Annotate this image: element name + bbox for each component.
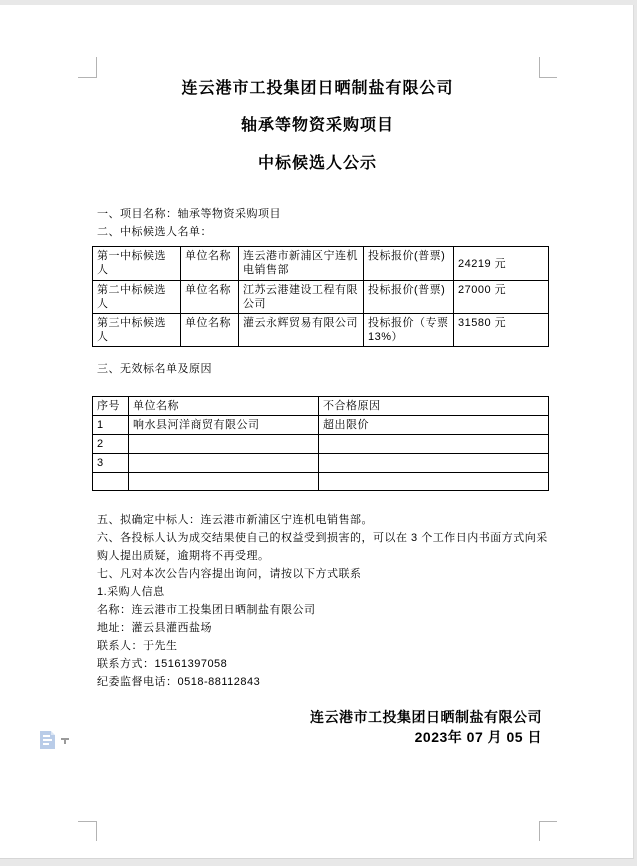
cursor-marker-icon xyxy=(61,738,69,744)
row-index: 1 xyxy=(93,416,129,435)
doc-title-announcement: 中标候选人公示 xyxy=(257,155,377,172)
purchaser-phone: 联系方式：15161397058 xyxy=(97,658,228,670)
unit-label: 单位名称 xyxy=(181,247,239,281)
invalid-bids-table xyxy=(92,396,549,491)
folded-corner-icon xyxy=(51,731,55,735)
section-6-objection: 六、各投标人认为成交结果使自己的权益受到损害的，可以在 3 个工作日内书面方式向采购人提出质疑，逾期将不再受理。 xyxy=(97,532,548,562)
table-row xyxy=(93,435,549,454)
unit-name: 连云港市新浦区宁连机电销售部 xyxy=(239,247,364,281)
col-header-reason: 不合格原因 xyxy=(319,397,549,416)
doc-icon-line xyxy=(43,735,50,737)
margin-mark-top-left-h xyxy=(78,77,97,78)
unit-label: 单位名称 xyxy=(181,314,239,347)
purchaser-info-heading: 1.采购人信息 xyxy=(97,586,165,598)
reason xyxy=(319,473,549,491)
margin-mark-bottom-right-h xyxy=(539,821,557,822)
table-row xyxy=(93,416,549,435)
price-label: 投标报价（专票13%） xyxy=(364,314,454,347)
unit-name xyxy=(129,473,319,491)
section-3-invalid-bids: 三、无效标名单及原因 xyxy=(97,363,212,375)
price-label: 投标报价(普票) xyxy=(364,281,454,314)
table-row xyxy=(93,314,549,347)
price-value: 27000 元 xyxy=(454,281,549,314)
reason xyxy=(319,435,549,454)
col-header-unit: 单位名称 xyxy=(129,397,319,416)
signature-block xyxy=(96,707,542,747)
candidate-rank: 第三中标候选人 xyxy=(93,314,181,347)
candidate-rank: 第二中标候选人 xyxy=(93,281,181,314)
unit-name xyxy=(129,435,319,454)
reason xyxy=(319,454,549,473)
signature-date: 2023年 07 月 05 日 xyxy=(414,729,542,745)
table-header-row xyxy=(93,397,549,416)
col-header-index: 序号 xyxy=(93,397,129,416)
reason: 超出限价 xyxy=(319,416,549,435)
purchaser-contact-person: 联系人：于先生 xyxy=(97,640,178,652)
marker-stem xyxy=(64,740,66,744)
table-row xyxy=(93,473,549,491)
body-text-block xyxy=(97,511,549,691)
table-row xyxy=(93,281,549,314)
document-page[interactable] xyxy=(0,5,634,859)
price-value: 31580 元 xyxy=(454,314,549,347)
purchaser-address: 地址：灌云县灌西盐场 xyxy=(97,622,212,634)
unit-label: 单位名称 xyxy=(181,281,239,314)
section-7-contact: 七、凡对本次公告内容提出询问，请按以下方式联系 xyxy=(97,568,362,580)
unit-name: 灌云永辉贸易有限公司 xyxy=(239,314,364,347)
unit-name: 响水县河洋商贸有限公司 xyxy=(129,416,319,435)
doc-icon-line xyxy=(43,743,49,745)
doc-icon-line xyxy=(43,739,52,741)
margin-mark-bottom-right-v xyxy=(539,821,540,841)
doc-title-company: 连云港市工投集团日晒制盐有限公司 xyxy=(181,80,454,97)
table-row xyxy=(93,454,549,473)
margin-mark-bottom-left-h xyxy=(78,821,97,822)
margin-mark-top-left-v xyxy=(96,57,97,78)
comment-document-icon[interactable] xyxy=(40,731,55,749)
row-index: 2 xyxy=(93,435,129,454)
candidates-table xyxy=(92,246,549,347)
section-5-winner: 五、拟确定中标人：连云港市新浦区宁连机电销售部。 xyxy=(97,514,373,526)
row-index xyxy=(93,473,129,491)
price-label: 投标报价(普票) xyxy=(364,247,454,281)
purchaser-name: 名称：连云港市工投集团日晒制盐有限公司 xyxy=(97,604,316,616)
margin-mark-top-right-h xyxy=(539,77,557,78)
supervision-phone: 纪委监督电话：0518-88112843 xyxy=(97,676,261,688)
candidate-rank: 第一中标候选人 xyxy=(93,247,181,281)
margin-mark-top-right-v xyxy=(539,57,540,78)
price-value: 24219 元 xyxy=(454,247,549,281)
section-1-project-name: 一、项目名称：轴承等物资采购项目 xyxy=(97,208,281,220)
signature-company: 连云港市工投集团日晒制盐有限公司 xyxy=(310,709,542,725)
unit-name: 江苏云港建设工程有限公司 xyxy=(239,281,364,314)
unit-name xyxy=(129,454,319,473)
section-2-candidate-list: 二、中标候选人名单： xyxy=(97,226,212,238)
doc-title-project: 轴承等物资采购项目 xyxy=(240,117,394,134)
table-row xyxy=(93,247,549,281)
margin-mark-bottom-left-v xyxy=(96,821,97,841)
row-index: 3 xyxy=(93,454,129,473)
